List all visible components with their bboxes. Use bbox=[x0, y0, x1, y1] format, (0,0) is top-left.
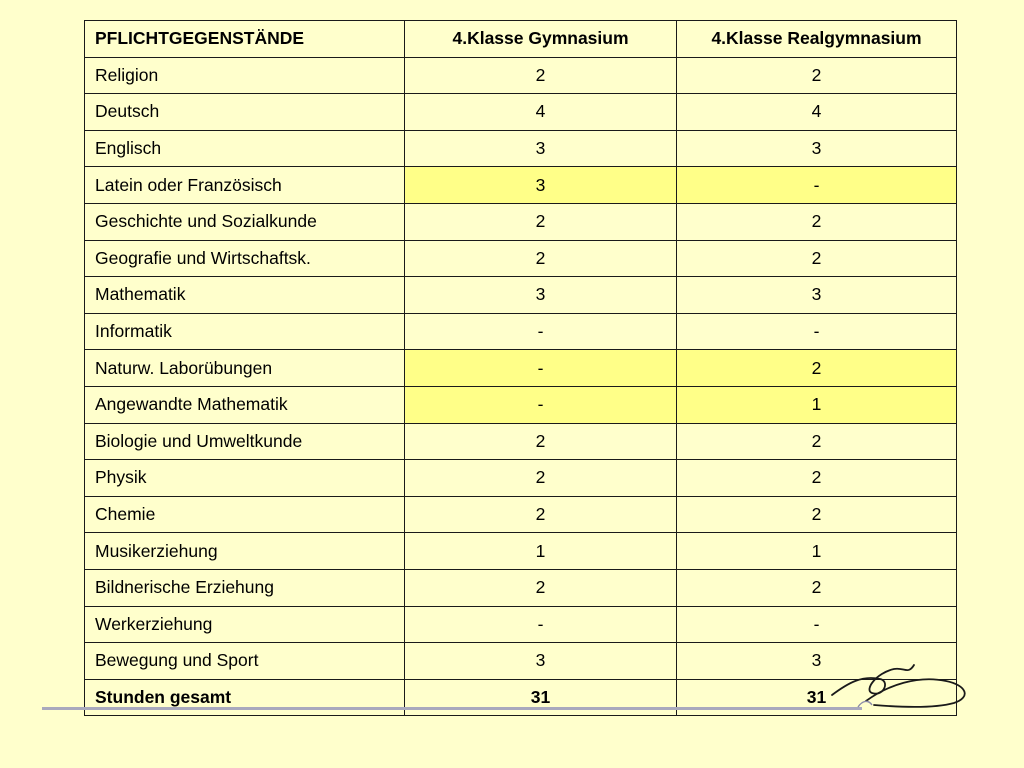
gymnasium-hours-cell: - bbox=[405, 313, 677, 350]
table-row bbox=[85, 606, 957, 643]
footer-divider-line bbox=[42, 707, 862, 710]
table-row bbox=[85, 386, 957, 423]
subject-cell: Religion bbox=[85, 57, 405, 94]
realgymnasium-hours-cell: 1 bbox=[677, 533, 957, 570]
table-row bbox=[85, 167, 957, 204]
subject-cell: Biologie und Umweltkunde bbox=[85, 423, 405, 460]
realgymnasium-hours-cell: 2 bbox=[677, 569, 957, 606]
subject-cell: Geschichte und Sozialkunde bbox=[85, 203, 405, 240]
gymnasium-hours-cell: 2 bbox=[405, 423, 677, 460]
table-row bbox=[85, 350, 957, 387]
gymnasium-hours-cell: 3 bbox=[405, 167, 677, 204]
gymnasium-hours-cell: - bbox=[405, 386, 677, 423]
subject-cell: Latein oder Französisch bbox=[85, 167, 405, 204]
table-row bbox=[85, 130, 957, 167]
realgymnasium-hours-cell: 3 bbox=[677, 643, 957, 680]
subject-cell: Deutsch bbox=[85, 94, 405, 131]
gymnasium-hours-cell: - bbox=[405, 606, 677, 643]
gymnasium-hours-cell: 3 bbox=[405, 277, 677, 314]
realgymnasium-hours-cell: 2 bbox=[677, 350, 957, 387]
subject-cell: Musikerziehung bbox=[85, 533, 405, 570]
gymnasium-hours-cell: 3 bbox=[405, 130, 677, 167]
table-row bbox=[85, 277, 957, 314]
gymnasium-hours-cell: 3 bbox=[405, 643, 677, 680]
table-row bbox=[85, 423, 957, 460]
total-row bbox=[85, 679, 957, 716]
subject-cell: Englisch bbox=[85, 130, 405, 167]
gymnasium-hours-cell: 2 bbox=[405, 203, 677, 240]
header-subject: PFLICHTGEGENSTÄNDE bbox=[85, 21, 405, 58]
table-row bbox=[85, 533, 957, 570]
realgymnasium-hours-cell: 2 bbox=[677, 460, 957, 497]
table-row bbox=[85, 569, 957, 606]
decorative-swirl-icon bbox=[828, 655, 978, 715]
table-row bbox=[85, 460, 957, 497]
realgymnasium-hours-cell: 1 bbox=[677, 386, 957, 423]
realgymnasium-hours-cell: - bbox=[677, 313, 957, 350]
subject-cell: Angewandte Mathematik bbox=[85, 386, 405, 423]
gymnasium-hours-cell: 1 bbox=[405, 533, 677, 570]
realgymnasium-hours-cell: 2 bbox=[677, 423, 957, 460]
subject-cell: Informatik bbox=[85, 313, 405, 350]
header-realgymnasium: 4.Klasse Realgymnasium bbox=[677, 21, 957, 58]
gymnasium-hours-cell: 2 bbox=[405, 460, 677, 497]
subject-cell: Physik bbox=[85, 460, 405, 497]
realgymnasium-hours-cell: - bbox=[677, 167, 957, 204]
subject-cell: Mathematik bbox=[85, 277, 405, 314]
table-row bbox=[85, 313, 957, 350]
gymnasium-hours-cell: 2 bbox=[405, 240, 677, 277]
subject-cell: Bildnerische Erziehung bbox=[85, 569, 405, 606]
gymnasium-hours-cell: 2 bbox=[405, 57, 677, 94]
total-gymnasium-cell: 31 bbox=[405, 679, 677, 716]
realgymnasium-hours-cell: 2 bbox=[677, 240, 957, 277]
table-row bbox=[85, 94, 957, 131]
subject-cell: Bewegung und Sport bbox=[85, 643, 405, 680]
realgymnasium-hours-cell: 2 bbox=[677, 57, 957, 94]
realgymnasium-hours-cell: 2 bbox=[677, 496, 957, 533]
table-row bbox=[85, 496, 957, 533]
realgymnasium-hours-cell: 4 bbox=[677, 94, 957, 131]
table-header-row bbox=[85, 21, 957, 58]
table-row bbox=[85, 240, 957, 277]
total-label-cell: Stunden gesamt bbox=[85, 679, 405, 716]
table-row bbox=[85, 643, 957, 680]
subject-cell: Geografie und Wirtschaftsk. bbox=[85, 240, 405, 277]
subject-cell: Werkerziehung bbox=[85, 606, 405, 643]
subject-cell: Chemie bbox=[85, 496, 405, 533]
realgymnasium-hours-cell: 3 bbox=[677, 130, 957, 167]
total-realgymnasium-cell: 31 bbox=[677, 679, 957, 716]
realgymnasium-hours-cell: - bbox=[677, 606, 957, 643]
gymnasium-hours-cell: 2 bbox=[405, 569, 677, 606]
gymnasium-hours-cell: 2 bbox=[405, 496, 677, 533]
gymnasium-hours-cell: 4 bbox=[405, 94, 677, 131]
table-row bbox=[85, 203, 957, 240]
header-gymnasium: 4.Klasse Gymnasium bbox=[405, 21, 677, 58]
subject-cell: Naturw. Laborübungen bbox=[85, 350, 405, 387]
realgymnasium-hours-cell: 2 bbox=[677, 203, 957, 240]
table-row bbox=[85, 57, 957, 94]
gymnasium-hours-cell: - bbox=[405, 350, 677, 387]
realgymnasium-hours-cell: 3 bbox=[677, 277, 957, 314]
subjects-table bbox=[84, 20, 957, 716]
